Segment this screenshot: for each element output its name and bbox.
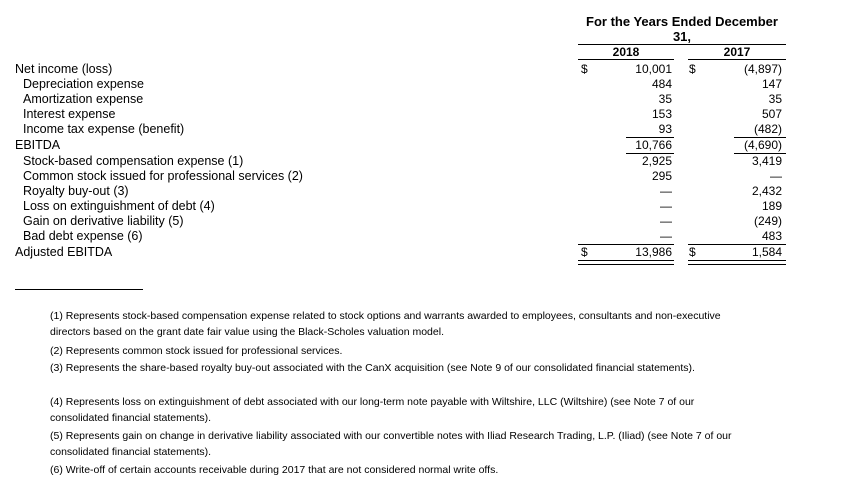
table-cell-2018: — [660, 184, 672, 198]
table-cell-2018: — [660, 214, 672, 228]
table-cell-2017: (4,690) [743, 138, 782, 152]
table-cell-2018: 484 [651, 77, 672, 91]
table-cell-2017: (482) [753, 122, 782, 136]
table-cell-2017: 507 [761, 107, 782, 121]
table-row-label: Bad debt expense (6) [23, 229, 143, 243]
footnote-4: (4) Represents loss on extinguishment of debt associated with our long-term note payable with Wiltshire, LLC (Wiltshire) (see Note 7 of our consolidated financial statements). [50, 396, 695, 424]
table-cell-2018: 93 [658, 122, 672, 136]
header-rule [578, 44, 786, 45]
table-row-label: EBITDA [15, 138, 61, 152]
table-cell-2017: — [770, 169, 782, 183]
currency-symbol: $ [689, 245, 696, 259]
table-cell-2018: — [660, 199, 672, 213]
table-cell-2018: 153 [651, 107, 672, 121]
footnote-1: (1) Represents stock-based compensation expense related to stock options and warrants awarded to employees, consultants and non-executive directors based on the grant date fair value using the Black-Scholes valuation model. [50, 310, 721, 338]
year-2017-header: 2017 [723, 45, 751, 59]
table-row-label: Interest expense [23, 107, 116, 121]
table-cell-2018: 35 [658, 92, 672, 106]
year-2017-rule [688, 59, 786, 60]
table-cell-2018: 2,925 [641, 154, 672, 168]
table-row-label: Stock-based compensation expense (1) [23, 154, 244, 168]
currency-symbol: $ [689, 62, 696, 76]
table-cell-2018: 295 [651, 169, 672, 183]
table-row-label: Loss on extinguishment of debt (4) [23, 199, 215, 213]
table-cell-2017: (4,897) [743, 62, 782, 76]
year-2018-rule [578, 59, 674, 60]
footnote-3: (3) Represents the share-based royalty buy-out associated with the CanX acquisition (see Note 9 of our consolidated financial statements). [50, 362, 695, 374]
period-header-line2: 31, [672, 29, 692, 44]
footnote-5: (5) Represents gain on change in derivative liability associated with our convertible notes with Iliad Research Trading, L.P. (Iliad) (see Note 7 of our consolidated financial statements). [50, 430, 732, 458]
table-cell-2017: 2,432 [751, 184, 782, 198]
table-row-label: Common stock issued for professional services (2) [23, 169, 303, 183]
table-cell-2017: 189 [761, 199, 782, 213]
table-cell-2017: 3,419 [751, 154, 782, 168]
year-2018-header: 2018 [612, 45, 640, 59]
period-header-line1: For the Years Ended December [586, 14, 778, 29]
table-cell-2018: 10,001 [635, 62, 672, 76]
footnote-6: (6) Write-off of certain accounts receivable during 2017 that are not considered normal write offs. [50, 464, 499, 476]
table-row-label: Income tax expense (benefit) [23, 122, 185, 136]
double-rule-2018 [578, 260, 674, 265]
table-cell-2018: 13,986 [635, 245, 672, 259]
table-cell-2017: (249) [753, 214, 782, 228]
table-row-label: Net income (loss) [15, 62, 113, 76]
table-row-label: Adjusted EBITDA [15, 245, 113, 259]
footnote-2: (2) Represents common stock issued for professional services. [50, 345, 343, 357]
table-cell-2018: — [660, 229, 672, 243]
double-rule-2017 [688, 260, 786, 265]
table-row-label: Depreciation expense [23, 77, 144, 91]
table-row-label: Gain on derivative liability (5) [23, 214, 184, 228]
table-row-label: Royalty buy-out (3) [23, 184, 129, 198]
table-cell-2017: 147 [761, 77, 782, 91]
table-cell-2017: 483 [761, 229, 782, 243]
table-row-label: Amortization expense [23, 92, 144, 106]
currency-symbol: $ [581, 245, 588, 259]
footnote-separator [15, 289, 143, 290]
table-cell-2017: 35 [768, 92, 782, 106]
table-cell-2017: 1,584 [751, 245, 782, 259]
currency-symbol: $ [581, 62, 588, 76]
table-cell-2018: 10,766 [635, 138, 672, 152]
